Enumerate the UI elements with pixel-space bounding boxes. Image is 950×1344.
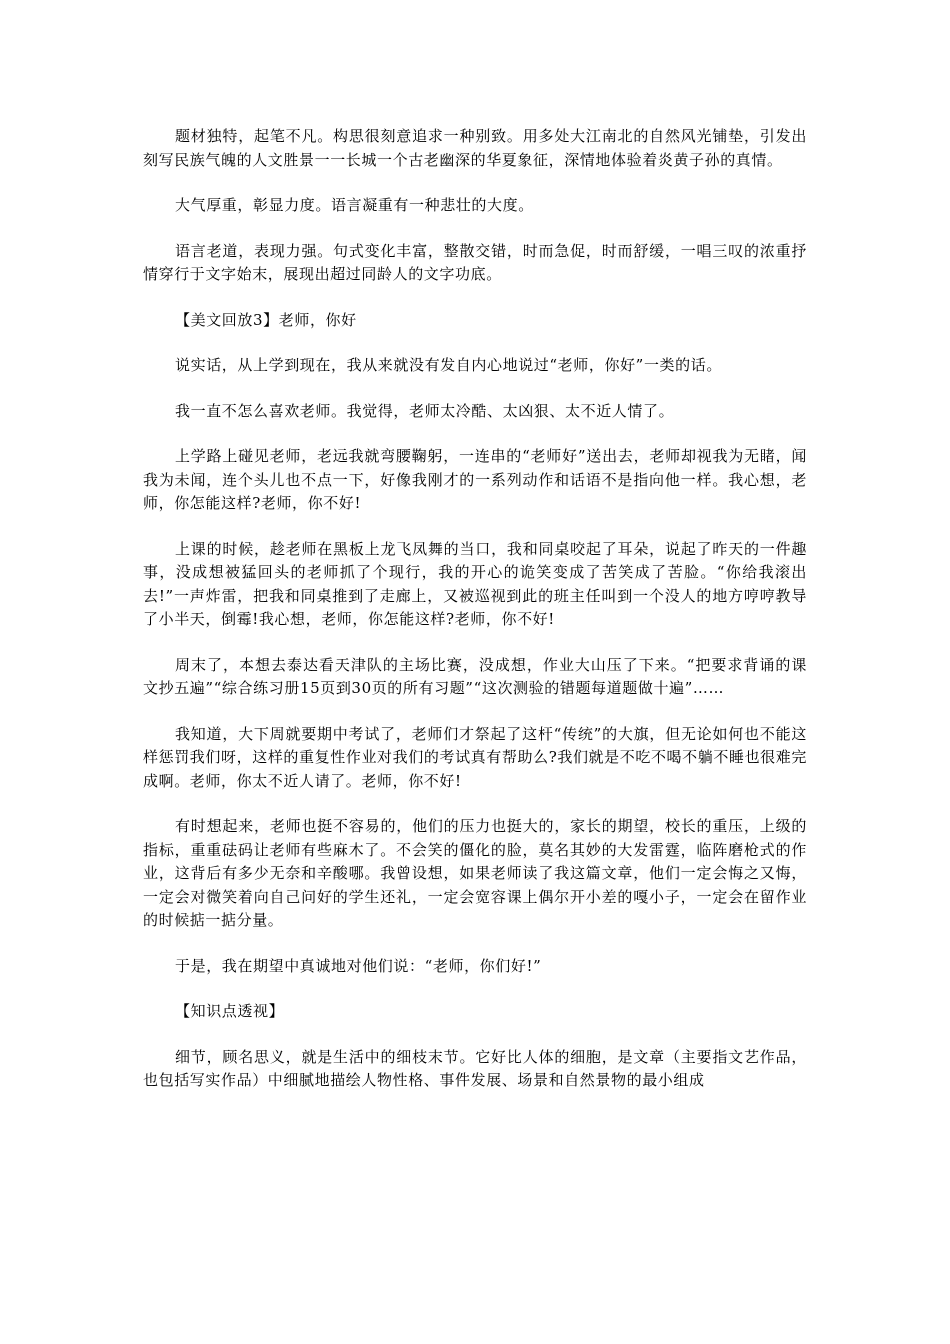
paragraph: 上学路上碰见老师，老远我就弯腰鞠躬，一连串的“老师好”送出去，老师却视我为无睹，闻我为未闻，连个头儿也不点一下，好像我刚才的一系列动作和话语不是指向他一样。我心想，老师，你怎能这样?老师，你不好!	[143, 447, 807, 512]
section-heading: 【美文回放3】老师，你好	[175, 310, 357, 329]
paragraph: 说实话，从上学到现在，我从来就没有发自内心地说过“老师，你好”一类的话。	[175, 356, 722, 374]
paragraph: 有时想起来，老师也挺不容易的，他们的压力也挺大的，家长的期望，校长的重压，上级的指标，重重砝码让老师有些麻木了。不会笑的僵化的脸，莫名其妙的大发雷霆，临阵磨枪式的作业，这背后有多少无奈和辛酸哪。我曾设想，如果老师读了我这篇文章，他们一定会悔之又悔，一定会对微笑着向自己问好的学生还礼，一定会宽容课上偶尔开小差的嘎小子，一定会在留作业的时候掂一掂分量。	[143, 817, 807, 929]
paragraph: 于是，我在期望中真诚地对他们说：“老师，你们好!”	[175, 956, 542, 975]
document-body	[143, 125, 807, 1115]
paragraph: 语言老道，表现力强。句式变化丰富，整散交错，时而急促，时而舒缓，一唱三叹的浓重抒情穿行于文字始末，展现出超过同龄人的文字功底。	[143, 241, 807, 283]
paragraph: 我一直不怎么喜欢老师。我觉得，老师太冷酷、太凶狠、太不近人情了。	[175, 401, 675, 420]
paragraph: 细节，顾名思义，就是生活中的细枝末节。它好比人体的细胞，是文章（主要指文艺作品，也包括写实作品）中细腻地描绘人物性格、事件发展、场景和自然景物的最小组成	[143, 1047, 807, 1089]
section-heading: 【知识点透视】	[175, 1002, 285, 1020]
paragraph: 周末了，本想去泰达看天津队的主场比赛，没成想，作业大山压了下来。“把要求背诵的课文抄五遍”“综合练习册15页到30页的所有习题”“这次测验的错题每道题做十遍”……	[143, 655, 807, 697]
paragraph: 大气厚重，彰显力度。语言凝重有一种悲壮的大度。	[175, 196, 534, 214]
paragraph: 题材独特，起笔不凡。构思很刻意追求一种别致。用多处大江南北的自然风光铺垫，引发出刻写民族气魄的人文胜景一一长城一个古老幽深的华夏象征，深情地体验着炎黄子孙的真情。	[143, 127, 807, 169]
paragraph: 上课的时候，趁老师在黑板上龙飞凤舞的当口，我和同桌咬起了耳朵，说起了昨天的一件趣事，没成想被猛回头的老师抓了个现行，我的开心的诡笑变成了苦笑成了苦脸。“你给我滚出去!”一声炸雷，把我和同桌推到了走廊上，又被巡视到此的班主任叫到一个没人的地方哼哼教导了小半天，倒霉!我心想，老师，你怎能这样?老师，你不好!	[143, 539, 807, 628]
paragraph: 我知道，大下周就要期中考试了，老师们才祭起了这杆“传统”的大旗，但无论如何也不能这样惩罚我们呀，这样的重复性作业对我们的考试真有帮助么?我们就是不吃不喝不躺不睡也很难完成啊。老师，你太不近人请了。老师，你不好!	[143, 724, 807, 790]
